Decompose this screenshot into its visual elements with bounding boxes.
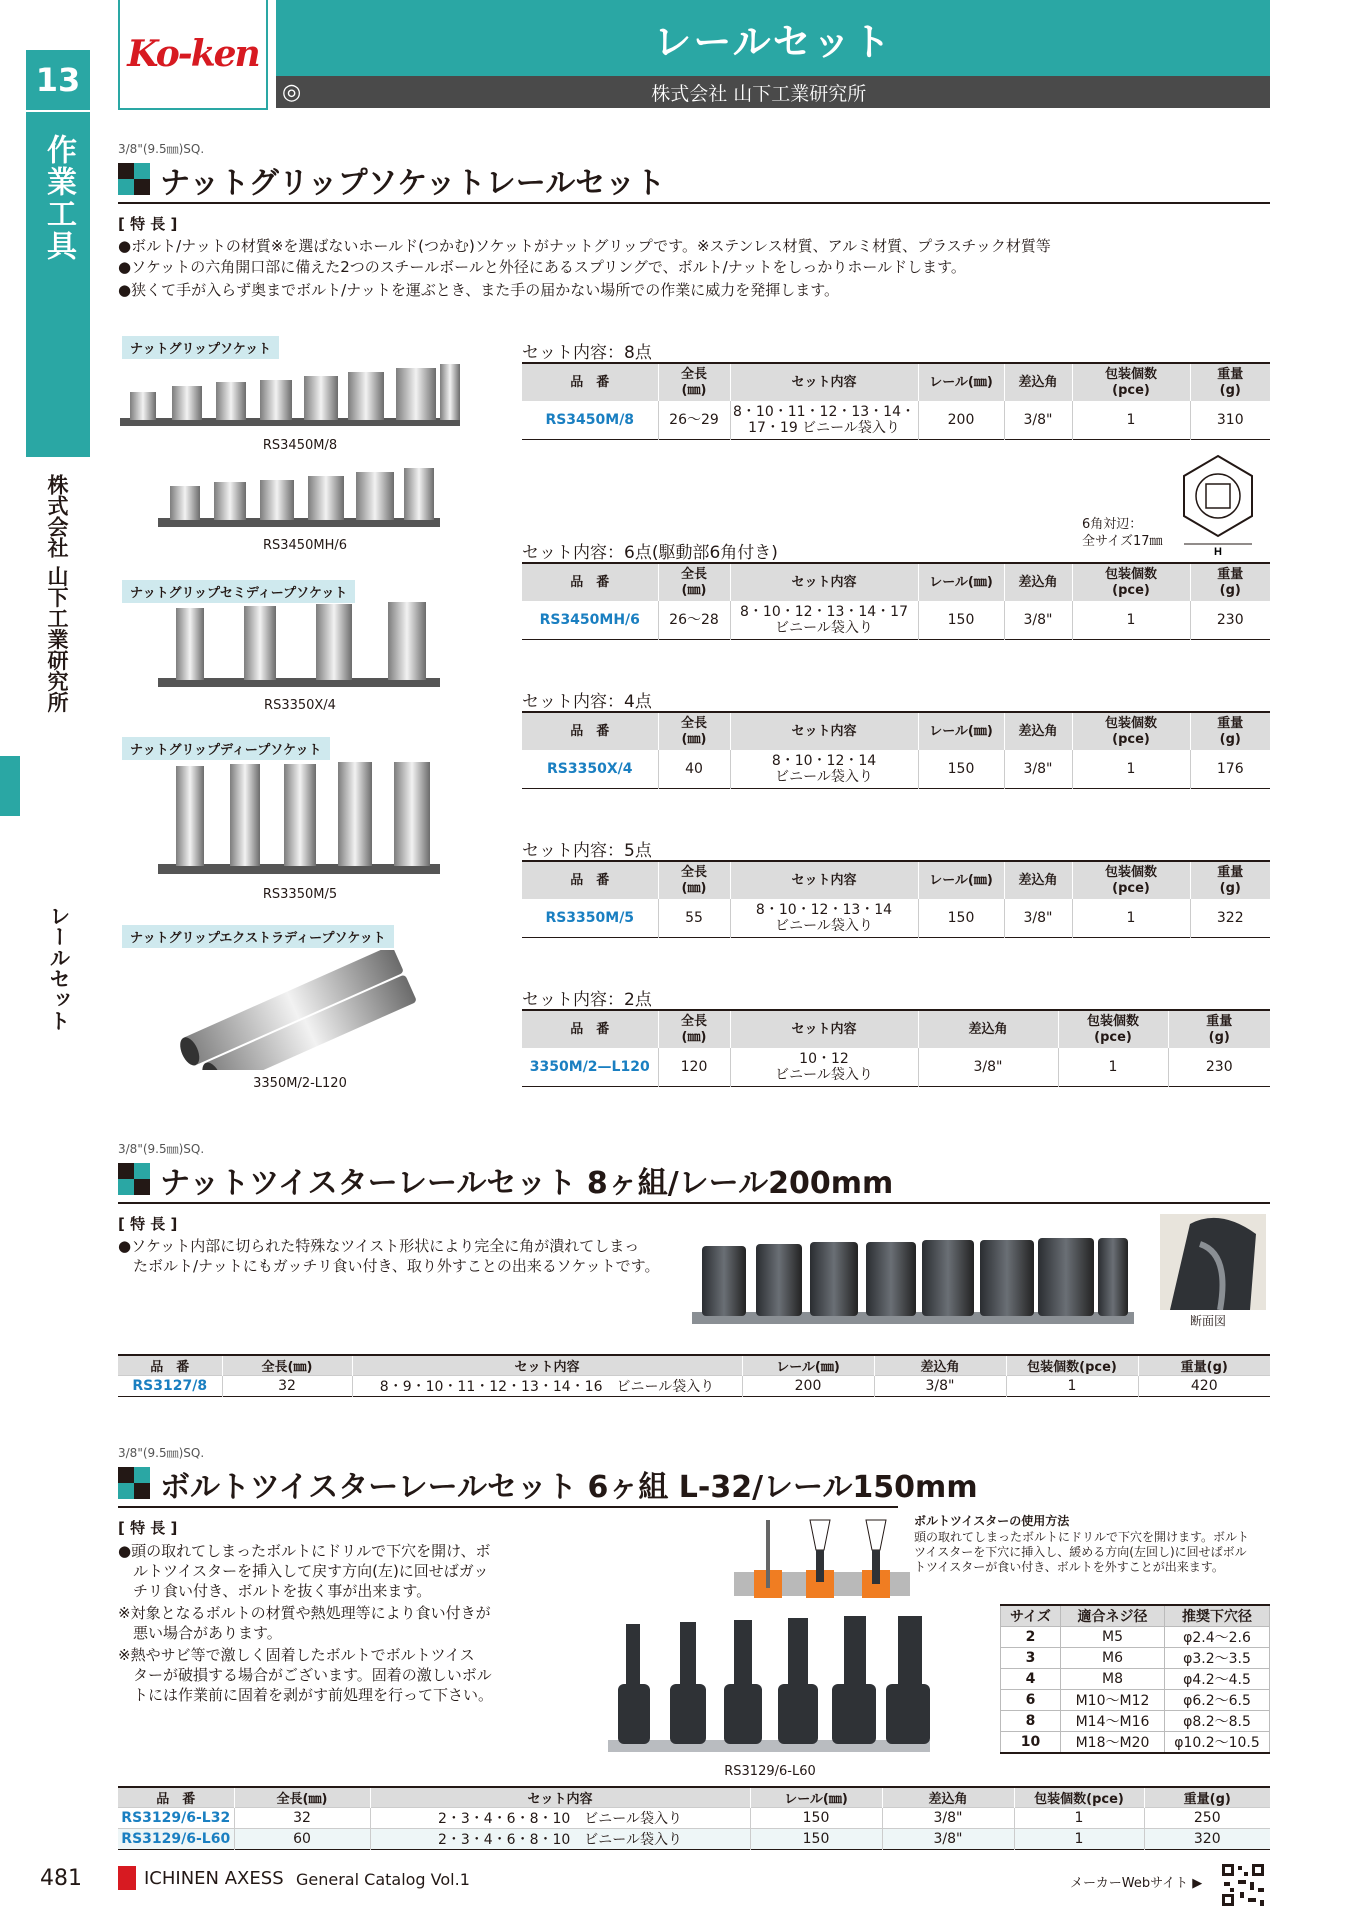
svg-text:H: H — [1214, 546, 1222, 556]
sec3-feature-1: ●頭の取れてしまったボルトにドリルで下穴を開け、ボ — [118, 1542, 491, 1560]
brand-name: ICHINEN AXESS — [144, 1868, 284, 1889]
usage-line-2: ツイスターを下穴に挿入し、緩める方向(左回し)に回せばボル — [914, 1545, 1247, 1559]
rs3450m8-image — [120, 356, 460, 434]
th-contents: セット内容 — [730, 1010, 918, 1048]
table1-label: セット内容：8点 — [522, 343, 652, 363]
part-number[interactable]: RS3450MH/6 — [539, 611, 640, 628]
kokenn-logo: Ko-ken — [127, 33, 259, 75]
cell: 322 — [1190, 899, 1270, 937]
th-thread: 適合ネジ径 — [1061, 1605, 1165, 1627]
caption-rs3450m8: RS3450M/8 — [262, 438, 338, 453]
cell: 3/8" — [918, 1048, 1058, 1086]
th-rail: レール(㎜) — [918, 712, 1004, 750]
th-weight: 重量 (g) — [1190, 363, 1270, 401]
side-company-label: 株式会社 山下工業研究所 — [45, 474, 69, 713]
sec3-note-1: ※対象となるボルトの材質や熱処理等により食い付きが — [118, 1604, 491, 1622]
header-company-bar — [276, 76, 1270, 108]
part-number[interactable]: RS3129/6-L60 — [118, 1829, 234, 1850]
cell: 250 — [1144, 1808, 1270, 1829]
header-title-bar — [276, 0, 1270, 76]
table-row — [522, 750, 1270, 788]
cell: 32 — [222, 1376, 352, 1397]
cell: 3/8" — [1004, 899, 1072, 937]
cell: 310 — [1190, 401, 1270, 439]
cell: 55 — [658, 899, 730, 937]
th-contents: セット内容 — [730, 861, 918, 899]
rs3129-image — [608, 1614, 930, 1760]
part-number[interactable]: RS3127/8 — [118, 1376, 222, 1397]
th-contents: セット内容 — [730, 363, 918, 401]
catalog-name: General Catalog Vol.1 — [296, 1870, 470, 1889]
th-length: 全長 (㎜) — [658, 712, 730, 750]
side-section — [44, 905, 74, 1035]
table-row — [522, 1048, 1270, 1086]
th-weight: 重量 (g) — [1190, 712, 1270, 750]
rs3127-8-image — [692, 1236, 1134, 1332]
table4-label: セット内容：5点 — [522, 841, 652, 861]
cell: φ2.4〜2.6 — [1165, 1627, 1270, 1648]
sec3-note-2: 悪い場合があります。 — [118, 1624, 282, 1642]
cell: φ10.2〜10.5 — [1165, 1732, 1270, 1754]
circle-mark: ◎ — [282, 79, 302, 105]
qr-code-icon[interactable] — [1220, 1862, 1266, 1908]
cell: 8・9・10・11・12・13・14・16 ビニール袋入り — [352, 1376, 742, 1397]
table3 — [522, 711, 1270, 789]
company-name: 株式会社 山下工業研究所 — [651, 82, 867, 105]
th-length: 全長 (㎜) — [658, 563, 730, 601]
cell: 8・10・12・13・14・17 ビニール袋入り — [730, 601, 918, 639]
table-row — [522, 601, 1270, 639]
th-length: 全長(㎜) — [234, 1787, 370, 1808]
cell: 1 — [1072, 401, 1190, 439]
part-number[interactable]: 3350M/2—L120 — [529, 1058, 650, 1075]
size-row — [1001, 1711, 1270, 1732]
th-part: 品 番 — [522, 563, 658, 601]
cell: M10〜M12 — [1061, 1690, 1165, 1711]
th-drive: 差込角 — [1004, 363, 1072, 401]
sec3-note-3: ※熱やサビ等で激しく固着したボルトでボルトツイス — [118, 1646, 475, 1664]
hex-drive-diagram — [1178, 452, 1258, 556]
table5 — [522, 1009, 1270, 1087]
sec2-feature-2: たボルト/ナットにもガッチリ食い付き、取り外すことの出来るソケットです。 — [118, 1257, 660, 1275]
sec2-sq: 3/8"(9.5㎜)SQ. — [118, 1142, 205, 1156]
cell: 60 — [234, 1829, 370, 1850]
cell: 4 — [1001, 1669, 1061, 1690]
sec1-feature-3: ●狭くて手が入らず奥までボルト/ナットを運ぶとき、また手の届かない場所での作業に威力を発揮します。 — [118, 281, 840, 299]
th-part: 品 番 — [522, 861, 658, 899]
sec3-feature-2: ルトツイスターを挿入して戻す方向(左)に回せばガッ — [118, 1562, 489, 1580]
sec2-rule — [118, 1202, 1270, 1204]
size-row — [1001, 1732, 1270, 1754]
tag-nut-grip-socket: ナットグリップソケット — [122, 336, 279, 359]
th-rail: レール(㎜) — [918, 363, 1004, 401]
sec3-feat-label: [ 特 長 ] — [118, 1519, 178, 1537]
maker-web-link[interactable]: メーカーWebサイト ▶ — [1070, 1876, 1203, 1891]
page-title: レールセット — [653, 19, 893, 64]
rs3127-table — [118, 1354, 1270, 1397]
usage-line-3: トツイスターが食い付き、ボルトを外すことが出来ます。 — [914, 1560, 1224, 1574]
th-length: 全長 (㎜) — [658, 363, 730, 401]
cell: 8・10・11・12・13・14・ 17・19 ビニール袋入り — [730, 401, 918, 439]
sec1-feature-2: ●ソケットの六角開口部に備えた2つのスチールボールと外径にあるスプリングで、ボルト/ナットをしっかりホールドします。 — [118, 258, 966, 276]
th-drive: 差込角 — [882, 1787, 1014, 1808]
cell: 40 — [658, 750, 730, 788]
th-pack: 包装個数 (pce) — [1058, 1010, 1168, 1048]
3350m2-l120-image — [170, 950, 420, 1070]
part-number[interactable]: RS3450M/8 — [545, 411, 635, 428]
cell: 3/8" — [1004, 401, 1072, 439]
tag-extra-deep: ナットグリップエクストラディープソケット — [122, 925, 394, 948]
th-rail: レール(㎜) — [918, 563, 1004, 601]
size-row — [1001, 1648, 1270, 1669]
sec2-square-icon — [118, 1163, 150, 1195]
sec3-rule — [118, 1506, 898, 1508]
tag-semi-deep: ナットグリップセミディープソケット — [122, 580, 355, 603]
th-drive: 差込角 — [1004, 861, 1072, 899]
cell: 1 — [1014, 1808, 1144, 1829]
th-size: サイズ — [1001, 1605, 1061, 1627]
th-weight: 重量 (g) — [1190, 563, 1270, 601]
usage-line-1: 頭の取れてしまったボルトにドリルで下穴を開けます。ボルト — [914, 1530, 1250, 1544]
part-number[interactable]: RS3350X/4 — [547, 760, 633, 777]
section-view-label: 断面図 — [1190, 1314, 1227, 1328]
th-pack: 包装個数(pce) — [1014, 1787, 1144, 1808]
caption-rs3350x4: RS3350X/4 — [264, 698, 336, 713]
th-pack: 包装個数 (pce) — [1072, 363, 1190, 401]
th-weight: 重量(g) — [1138, 1355, 1270, 1376]
th-drive: 差込角 — [918, 1010, 1058, 1048]
cell: 2 — [1001, 1627, 1061, 1648]
cell: 1 — [1014, 1829, 1144, 1850]
cell: 3/8" — [1004, 750, 1072, 788]
th-contents: セット内容 — [730, 712, 918, 750]
cell: 150 — [918, 601, 1004, 639]
cell: φ3.2〜3.5 — [1165, 1648, 1270, 1669]
cell: M5 — [1061, 1627, 1165, 1648]
cell: M14〜M16 — [1061, 1711, 1165, 1732]
th-rail: レール(㎜) — [750, 1787, 882, 1808]
cell: 3/8" — [882, 1808, 1014, 1829]
th-pack: 包装個数 (pce) — [1072, 861, 1190, 899]
table-row — [522, 401, 1270, 439]
cell: 150 — [918, 899, 1004, 937]
cell: 120 — [658, 1048, 730, 1086]
side-company — [42, 474, 72, 744]
cell: 10・12 ビニール袋入り — [730, 1048, 918, 1086]
cell: 3 — [1001, 1648, 1061, 1669]
cell: 1 — [1072, 899, 1190, 937]
cell: 1 — [1058, 1048, 1168, 1086]
sec2-feature-1: ●ソケット内部に切られた特殊なツイスト形状により完全に角が潰れてしまっ — [118, 1237, 640, 1255]
rs3350x4-image — [158, 600, 440, 692]
table-row — [118, 1376, 1270, 1397]
table-row — [118, 1808, 1270, 1829]
cross-section-image — [1160, 1214, 1266, 1310]
cell: M8 — [1061, 1669, 1165, 1690]
table2 — [522, 562, 1270, 640]
sec3-square-icon — [118, 1467, 150, 1499]
sec1-feature-1: ●ボルト/ナットの材質※を選ばないホールド(つかむ)ソケットがナットグリップです。※ステンレス材質、アルミ材質、プラスチック材質等 — [118, 237, 1051, 255]
sec2-feat-label: [ 特 長 ] — [118, 1215, 178, 1233]
th-rail: レール(㎜) — [742, 1355, 874, 1376]
usage-diagram — [734, 1510, 910, 1606]
th-length: 全長 (㎜) — [658, 861, 730, 899]
th-contents: セット内容 — [370, 1787, 750, 1808]
part-number[interactable]: RS3350M/5 — [545, 909, 635, 926]
cell: 150 — [918, 750, 1004, 788]
cell: 150 — [750, 1808, 882, 1829]
sec3-title: ボルトツイスターレールセット 6ヶ組 L-32/レール150mm — [160, 1470, 978, 1505]
cell: 200 — [918, 401, 1004, 439]
sec1-square-icon — [118, 163, 150, 195]
hex-note: 6角対辺： 全サイズ17㎜ — [1082, 517, 1163, 549]
table5-label: セット内容：2点 — [522, 990, 652, 1010]
cell: 1 — [1072, 601, 1190, 639]
sec3-note-5: トには作業前に固着を剥がす前処理を行って下さい。 — [118, 1686, 494, 1704]
cell: 150 — [750, 1829, 882, 1850]
sec3-feature-3: チリ食い付き、ボルトを抜く事が出来ます。 — [118, 1582, 432, 1600]
th-rail: レール(㎜) — [918, 861, 1004, 899]
cell: 2・3・4・6・8・10 ビニール袋入り — [370, 1829, 750, 1850]
th-length: 全長 (㎜) — [658, 1010, 730, 1048]
th-pack: 包装個数(pce) — [1006, 1355, 1138, 1376]
sec1-title: ナットグリップソケットレールセット — [160, 166, 666, 201]
cell: 420 — [1138, 1376, 1270, 1397]
cell: 32 — [234, 1808, 370, 1829]
th-drive: 差込角 — [1004, 563, 1072, 601]
table1 — [522, 362, 1270, 440]
cell: 8 — [1001, 1711, 1061, 1732]
cell: M6 — [1061, 1648, 1165, 1669]
th-part: 品 番 — [118, 1787, 234, 1808]
logo-box — [118, 0, 268, 110]
th-contents: セット内容 — [730, 563, 918, 601]
caption-3350m2-l120: 3350M/2-L120 — [253, 1076, 347, 1091]
th-weight: 重量 (g) — [1168, 1010, 1270, 1048]
cell: 230 — [1168, 1048, 1270, 1086]
caption-rs3450mh6: RS3450MH/6 — [262, 538, 347, 553]
cell: φ8.2〜8.5 — [1165, 1711, 1270, 1732]
sec3-note-4: ターが破損する場合がございます。固着の激しいボル — [118, 1666, 492, 1684]
sec3-sq: 3/8"(9.5㎜)SQ. — [118, 1446, 205, 1460]
part-number[interactable]: RS3129/6-L32 — [118, 1808, 234, 1829]
cell: 26〜28 — [658, 601, 730, 639]
th-part: 品 番 — [522, 363, 658, 401]
page-number: 481 — [40, 1866, 82, 1891]
table4 — [522, 860, 1270, 938]
rs3129-table — [118, 1786, 1270, 1850]
ichinen-logo-icon — [118, 1866, 136, 1890]
category-tab — [26, 112, 90, 457]
cell: 230 — [1190, 601, 1270, 639]
side-marker — [0, 756, 20, 816]
sec1-rule — [118, 202, 1270, 204]
th-pilot: 推奨下穴径 — [1165, 1605, 1270, 1627]
th-length: 全長(㎜) — [222, 1355, 352, 1376]
size-table — [1000, 1604, 1270, 1754]
usage-title: ボルトツイスターの使用方法 — [914, 1514, 1070, 1528]
table-row — [118, 1829, 1270, 1850]
th-part: 品 番 — [522, 712, 658, 750]
caption-rs3350m5: RS3350M/5 — [262, 887, 338, 902]
cell: 10 — [1001, 1732, 1061, 1754]
cell: 1 — [1006, 1376, 1138, 1397]
chapter-number-box — [26, 50, 90, 112]
cell: 1 — [1072, 750, 1190, 788]
cell: 8・10・12・14 ビニール袋入り — [730, 750, 918, 788]
size-row — [1001, 1669, 1270, 1690]
cell: 200 — [742, 1376, 874, 1397]
th-pack: 包装個数 (pce) — [1072, 712, 1190, 750]
cell: 3/8" — [882, 1829, 1014, 1850]
sec2-title: ナットツイスターレールセット 8ヶ組/レール200mm — [160, 1166, 894, 1201]
cell: 26〜29 — [658, 401, 730, 439]
th-part: 品 番 — [522, 1010, 658, 1048]
cell: 320 — [1144, 1829, 1270, 1850]
th-drive: 差込角 — [1004, 712, 1072, 750]
chapter-number: 13 — [35, 61, 81, 99]
tag-deep: ナットグリップディープソケット — [122, 737, 330, 760]
cell: 3/8" — [874, 1376, 1006, 1397]
th-weight: 重量(g) — [1144, 1787, 1270, 1808]
cell: M18〜M20 — [1061, 1732, 1165, 1754]
th-pack: 包装個数 (pce) — [1072, 563, 1190, 601]
cell: 6 — [1001, 1690, 1061, 1711]
cell: 176 — [1190, 750, 1270, 788]
cell: 3/8" — [1004, 601, 1072, 639]
th-drive: 差込角 — [874, 1355, 1006, 1376]
rs3350m5-image — [158, 760, 440, 880]
cell: φ4.2〜4.5 — [1165, 1669, 1270, 1690]
th-weight: 重量 (g) — [1190, 861, 1270, 899]
table3-label: セット内容：4点 — [522, 692, 652, 712]
table-row — [522, 899, 1270, 937]
cell: φ6.2〜6.5 — [1165, 1690, 1270, 1711]
side-section-label: レールセット — [47, 905, 71, 1031]
cell: 2・3・4・6・8・10 ビニール袋入り — [370, 1808, 750, 1829]
rs3450mh6-image — [158, 460, 440, 534]
th-part: 品 番 — [118, 1355, 222, 1376]
table2-label: セット内容：6点(駆動部6角付き) — [522, 543, 778, 563]
category-label: 作業工具 — [41, 134, 76, 262]
th-contents: セット内容 — [352, 1355, 742, 1376]
sec1-sq: 3/8"(9.5㎜)SQ. — [118, 142, 205, 156]
size-row — [1001, 1627, 1270, 1648]
sec1-feat-label: [ 特 長 ] — [118, 215, 178, 233]
size-row — [1001, 1690, 1270, 1711]
cell: 8・10・12・13・14 ビニール袋入り — [730, 899, 918, 937]
caption-rs3129: RS3129/6-L60 — [724, 1764, 816, 1779]
